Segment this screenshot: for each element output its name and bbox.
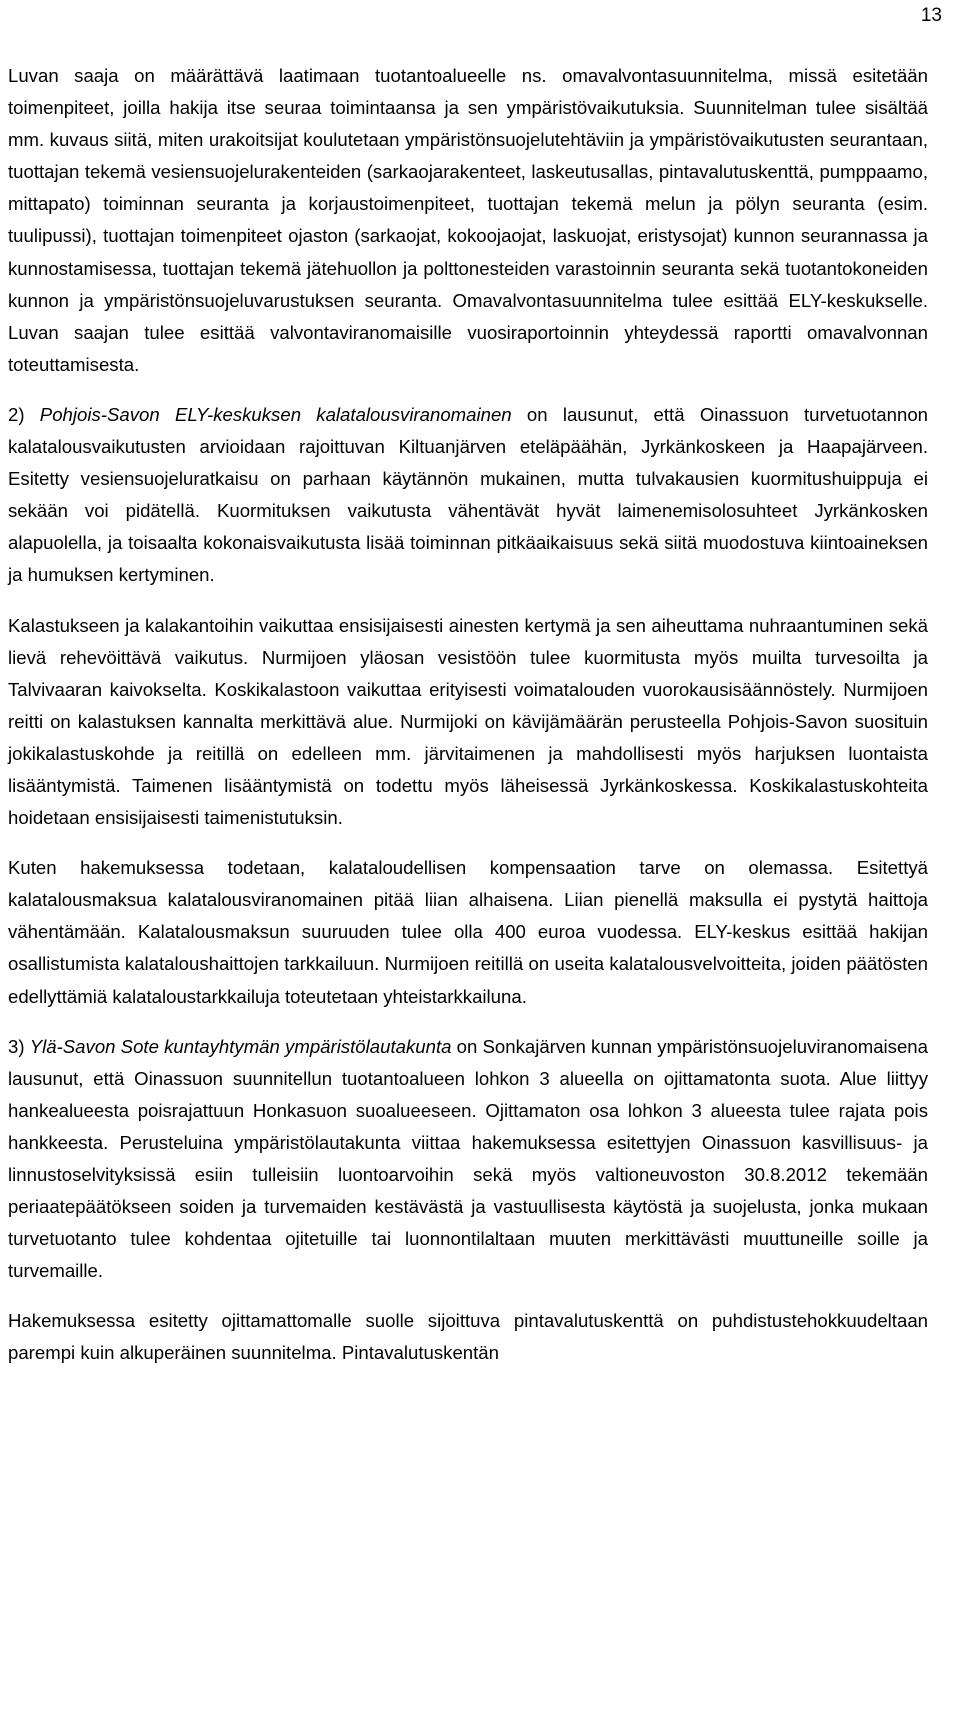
- paragraph-ely-statement: [8, 399, 928, 592]
- statement-authority: Ylä-Savon Sote kuntayhtymän ympäristölautakunta: [29, 1035, 452, 1057]
- document-body: [8, 60, 928, 1370]
- paragraph-ymparistolautakunta-statement: [8, 1031, 928, 1288]
- paragraph-omavalvonta: [8, 60, 928, 381]
- paragraph-text: Hakemuksessa esitetty ojittamattomalle suolle sijoittuva pintavalutuskenttä on puhdistustehokkuudeltaan parempi kuin alkuperäinen suunnitelma. Pintavalutuskentän: [8, 1310, 928, 1364]
- paragraph-text: Kalastukseen ja kalakantoihin vaikuttaa ensisijaisesti ainesten kertymä ja sen aiheuttama nuhraantuminen sekä lievä rehevöittävä vaikutus. Nurmijoen yläosan vesistöön tulee kuormitusta myös muilta turvesoilta ja Talvivaaran kaivokselta. Koskikalastoon vaikuttaa erityisesti voimatalouden vuorokausisäännöstely. Nurmijoen reitti on kalastuksen kannalta merkittävä alue. Nurmijoki on kävijämäärän perusteella Pohjois-Savon suosituin jokikalastuskohde ja reitillä on edelleen mm. järvitaimenen ja mahdollisesti myös harjuksen luontaista lisääntymistä. Taimenen lisääntymistä on todettu myös läheisessä Jyrkänkoskessa. Koskikalastuskohteita hoidetaan ensisijaisesti taimenistutuksin.: [8, 614, 928, 829]
- statement-number: 2): [8, 403, 40, 425]
- paragraph-text: on lausunut, että Oinassuon turvetuotannon kalatalousvaikutusten arvioidaan rajoittuvan Kiltuanjärven eteläpäähän, Jyrkänkoskeen ja Haapajärveen. Esitetty vesiensuojeluratkaisu on parhaan käytännön mukainen, mutta tulvakausien kuormitushuippuja ei sekään voi pidätellä. Kuormituksen vaikutusta vähentävät hyvät laimenemisolosuhteet Jyrkänkosken alapuolella, ja toisaalta kokonaisvaikutusta lisää toiminnan pitkäaikaisuus sekä siitä muodostuva kiintoaineksen ja humuksen kertyminen.: [8, 403, 929, 586]
- paragraph-kalastus: [8, 610, 928, 835]
- paragraph-pintavalutuskentta: [8, 1305, 928, 1369]
- paragraph-text: Kuten hakemuksessa todetaan, kalataloudellisen kompensaation tarve on olemassa. Esitettyä kalatalousmaksua kalatalousviranomainen pitää liian alhaisena. Liian pienellä maksulla ei pystytä haittoja vähentämään. Kalatalousmaksun suuruuden tulee olla 400 euroa vuodessa. ELY-keskus esittää hakijan osallistumista kalataloushaittojen tarkkailuun. Nurmijoen reitillä on useita kalatalousvelvoitteita, joiden päätösten edellyttämiä kalataloustarkkailuja toteutetaan yhteistarkkailuna.: [8, 857, 928, 1007]
- statement-number: 3): [8, 1035, 30, 1057]
- paragraph-kompensaatio: [8, 852, 928, 1012]
- paragraph-text: Luvan saaja on määrättävä laatimaan tuotantoalueelle ns. omavalvontasuunnitelma, missä esitetään toimenpiteet, joilla hakija itse seuraa toimintaansa ja sen ympäristövaikutuksia. Suunnitelman tulee sisältää mm. kuvaus siitä, miten urakoitsijat koulutetaan ympäristönsuojelutehtäviin ja ympäristövaikutusten seurantaan, tuottajan tekemä vesiensuojelurakenteiden (sarkaojarakenteet, laskeutusallas, pintavalutuskenttä, pumppaamo, mittapato) toiminnan seuranta ja korjaustoimenpiteet, tuottajan tekemä melun ja pölyn seuranta (esim. tuulipussi), tuottajan toimenpiteet ojaston (sarkaojat, kokoojaojat, laskuojat, eristysojat) kunnon seurannassa ja kunnostamisessa, tuottajan tekemä jätehuollon ja polttonesteiden varastoinnin seuranta sekä tuotantokoneiden kunnon ja ympäristönsuojeluvarustuksen seuranta. Omavalvontasuunnitelma tulee esittää ELY-keskukselle. Luvan saajan tulee esittää valvontaviranomaisille vuosiraportoinnin yhteydessä raportti omavalvonnan toteuttamisesta.: [8, 65, 928, 375]
- page-number: 13: [920, 5, 942, 26]
- statement-authority: Pohjois-Savon ELY-keskuksen kalatalousviranomainen: [39, 403, 512, 425]
- paragraph-text: on Sonkajärven kunnan ympäristönsuojeluviranomaisena lausunut, että Oinassuon suunnitellun tuotantoalueen lohkon 3 alueella on ojittamatonta suota. Alue liittyy hankealueesta poisrajattuun Honkasuon suoalueeseen. Ojittamaton osa lohkon 3 alueesta tulee rajata pois hankkeesta. Perusteluina ympäristölautakunta viittaa hakemuksessa esitettyjen Oinassuon kasvillisuus- ja linnustoselvityksissä esiin tulleisiin luontoarvoihin sekä myös valtioneuvoston 30.8.2012 tekemään periaatepäätökseen soiden ja turvemaiden kestävästä ja vastuullisesta käytöstä ja suojelusta, jonka mukaan turvetuotanto tulee kohdentaa ojitetuille tai luonnontilaltaan muuten merkittävästi muuttuneille soille ja turvemaille.: [8, 1035, 928, 1282]
